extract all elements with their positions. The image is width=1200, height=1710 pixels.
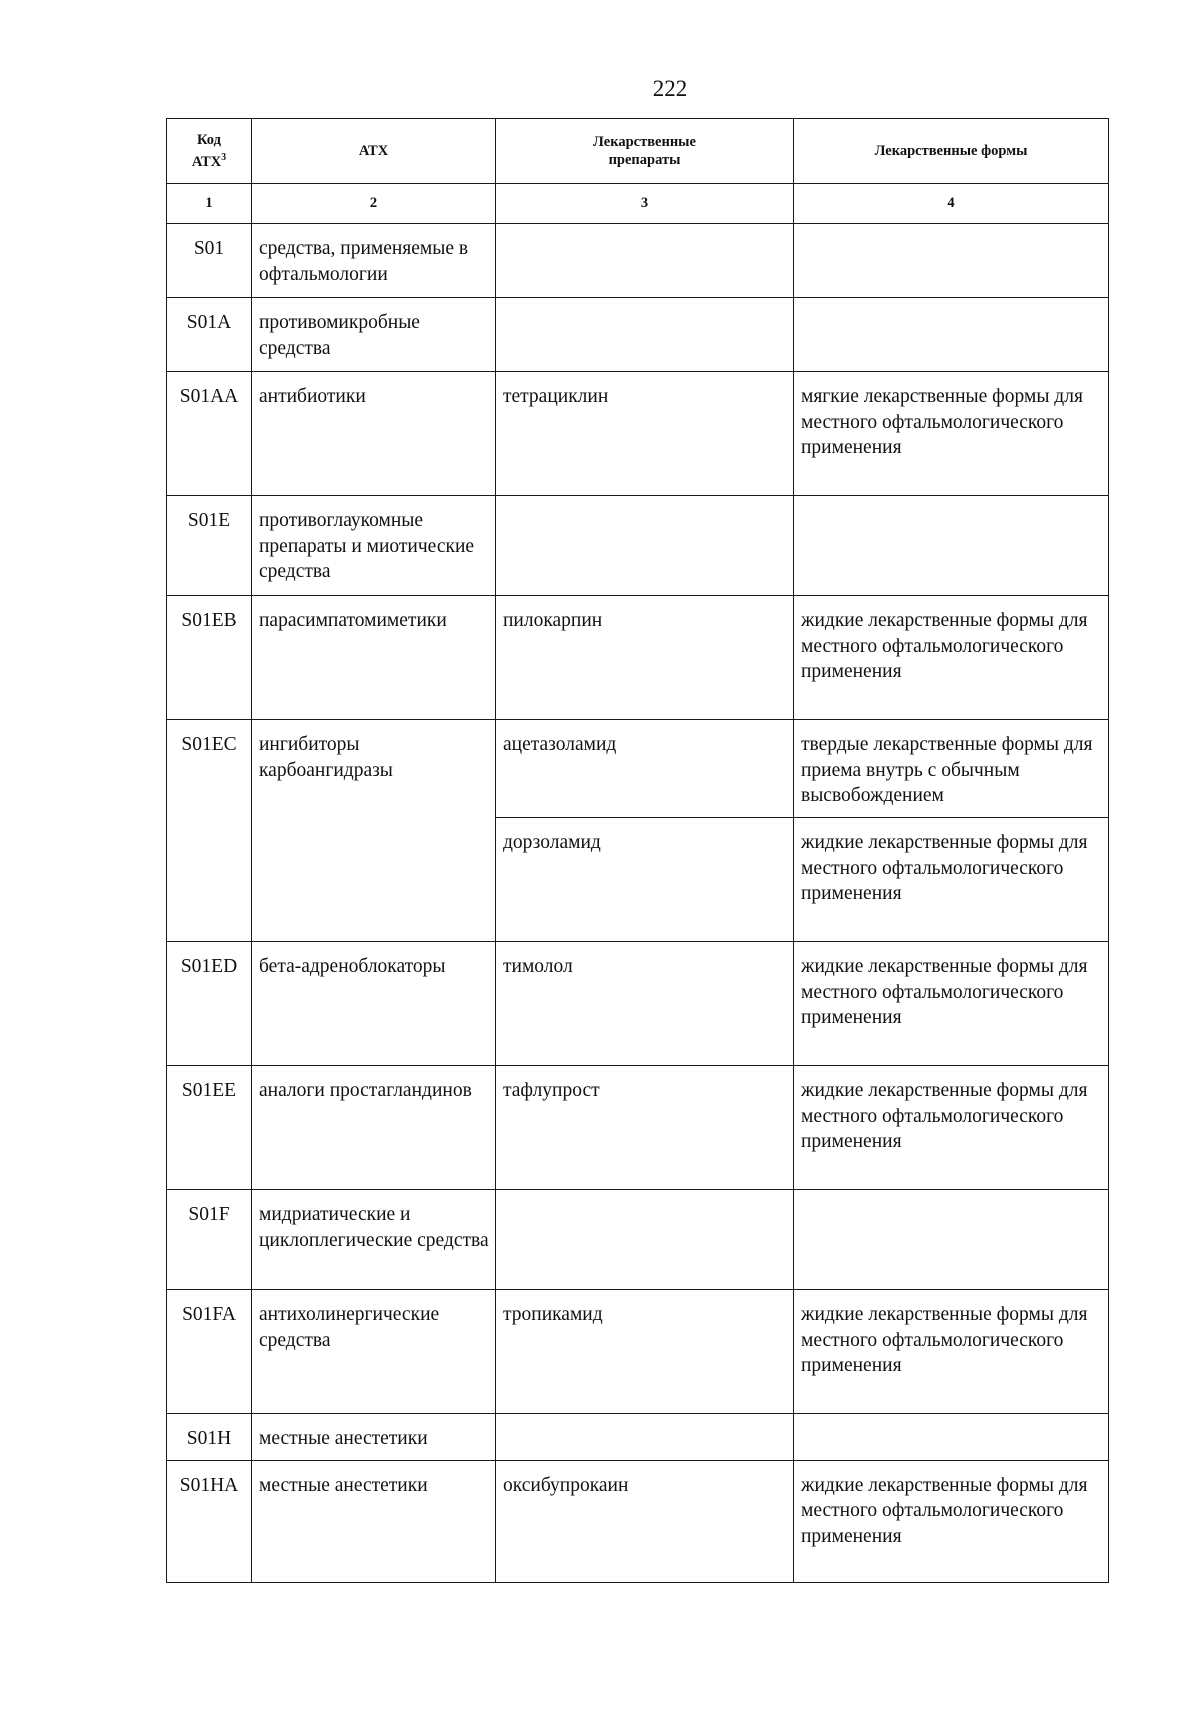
atx-code-cell [167,372,252,496]
atx-name: аналоги простагландинов [259,1080,472,1101]
form-cell [794,818,1109,942]
atx-code-cell [167,942,252,1066]
drug-cell [496,942,794,1066]
dosage-form: жидкие лекарственные формы для местного офтальмологического применения [801,1474,1088,1547]
form-cell [794,496,1109,596]
dosage-form [794,1414,1108,1434]
table-row [167,1190,1109,1290]
atx-name-cell [252,1290,496,1414]
atx-code-cell [167,224,252,298]
atx-name: бета-адреноблокаторы [259,956,446,977]
atx-name-cell [252,1190,496,1290]
form-cell [794,1190,1109,1290]
table-row [167,1290,1109,1414]
atx-name-cell [252,1066,496,1190]
table-row [167,372,1109,496]
atx-code: S01 [193,238,225,259]
drug-name: оксибупрокаин [503,1474,629,1496]
drug-name: ацетазоламид [503,734,617,755]
drug-cell [496,1066,794,1190]
form-cell [794,1414,1109,1461]
drug-name [496,1190,793,1210]
atx-name: противомикробные средства [259,312,420,359]
atx-code-cell [167,298,252,372]
header-atx: АТХ [252,119,496,184]
drug-name: тафлупрост [503,1080,600,1101]
atx-name-cell [252,224,496,298]
atx-name-cell [252,720,496,942]
atx-code: S01AA [179,386,239,407]
drug-cell [496,496,794,596]
drug-cell [496,224,794,298]
dosage-form [794,298,1108,318]
atx-code: S01HA [179,1474,239,1496]
header-forms: Лекарственные формы [794,119,1109,184]
column-number: 4 [794,184,1109,224]
table-row [167,1066,1109,1190]
atx-code-cell [167,496,252,596]
atx-name-cell [252,1460,496,1582]
drug-name [496,496,793,516]
column-number: 2 [252,184,496,224]
table-row [167,224,1109,298]
atx-code-cell [167,1066,252,1190]
form-cell [794,720,1109,818]
atx-name: антихолинергические средства [259,1304,440,1351]
table-row [167,496,1109,596]
dosage-form: мягкие лекарственные формы для местного офтальмологического применения [801,386,1083,458]
table-row [167,720,1109,818]
atx-code-cell [167,1460,252,1582]
table-row [167,596,1109,720]
drug-cell [496,298,794,372]
atx-code-cell [167,1414,252,1461]
drug-name: тимолол [503,956,573,977]
atx-code: S01EE [181,1080,237,1101]
atx-code: S01EC [181,734,237,755]
column-number: 3 [496,184,794,224]
atx-name: ингибиторы карбоангидразы [259,734,393,781]
atx-code: S01FA [182,1304,236,1325]
dosage-form [794,224,1108,244]
header-row [167,119,1109,184]
drug-cell [496,1460,794,1582]
form-cell [794,298,1109,372]
atx-name: средства, применяемые в офтальмологии [259,238,469,285]
drug-name: тропикамид [503,1304,603,1325]
form-cell [794,1460,1109,1582]
atx-code-cell [167,1190,252,1290]
page-number: 222 [652,76,688,101]
atx-code-cell [167,720,252,942]
atx-code-cell [167,1290,252,1414]
atx-name: антибиотики [259,386,366,407]
drug-cell [496,372,794,496]
atx-name-cell [252,496,496,596]
dosage-form: жидкие лекарственные формы для местного офтальмологического применения [801,610,1088,682]
drug-name: тетрациклин [503,386,609,407]
dosage-form [794,1190,1108,1210]
dosage-form [794,496,1108,516]
drug-name: дорзоламид [503,832,601,853]
atx-name: противоглаукомные препараты и миотические средства [259,510,475,582]
drug-cell [496,1290,794,1414]
atx-table [166,118,1109,1583]
column-number-row [167,184,1109,224]
atx-name: местные анестетики [259,1428,428,1449]
atx-name-cell [252,372,496,496]
dosage-form: жидкие лекарственные формы для местного офтальмологического применения [801,1304,1088,1376]
atx-code: S01EB [181,610,237,631]
form-cell [794,596,1109,720]
form-cell [794,1290,1109,1414]
atx-code: S01E [187,510,231,531]
form-cell [794,224,1109,298]
drug-cell [496,1190,794,1290]
atx-code: S01F [188,1204,230,1225]
atx-code: S01ED [180,956,238,977]
drug-cell [496,596,794,720]
drug-name [496,224,793,244]
column-number: 1 [167,184,252,224]
atx-name-cell [252,942,496,1066]
dosage-form: жидкие лекарственные формы для местного офтальмологического применения [801,832,1088,904]
drug-cell [496,1414,794,1461]
form-cell [794,942,1109,1066]
header-drugs: Лекарственные препараты [496,119,794,184]
atx-name-cell [252,298,496,372]
table-row [167,298,1109,372]
atx-name: мидриатические и циклоплегические средства [259,1204,489,1251]
dosage-form: жидкие лекарственные формы для местного офтальмологического применения [801,1080,1088,1152]
drug-cell [496,818,794,942]
header-code: Код АТХ$^3$ [167,119,252,184]
table-row [167,1414,1109,1461]
atx-code: S01A [186,312,232,333]
dosage-form: жидкие лекарственные формы для местного офтальмологического применения [801,956,1088,1028]
atx-name: местные анестетики [259,1474,428,1496]
form-cell [794,1066,1109,1190]
table-row [167,942,1109,1066]
drug-name [496,1414,793,1434]
drug-name: пилокарпин [503,610,603,631]
drug-cell [496,720,794,818]
table-row [167,1460,1109,1582]
drug-name [496,298,793,318]
form-cell [794,372,1109,496]
dosage-form: твердые лекарственные формы для приема внутрь с обычным высвобождением [801,734,1093,806]
atx-name: парасимпатомиметики [259,610,447,631]
atx-code-cell [167,596,252,720]
atx-code: S01H [186,1428,232,1449]
atx-name-cell [252,1414,496,1461]
atx-name-cell [252,596,496,720]
